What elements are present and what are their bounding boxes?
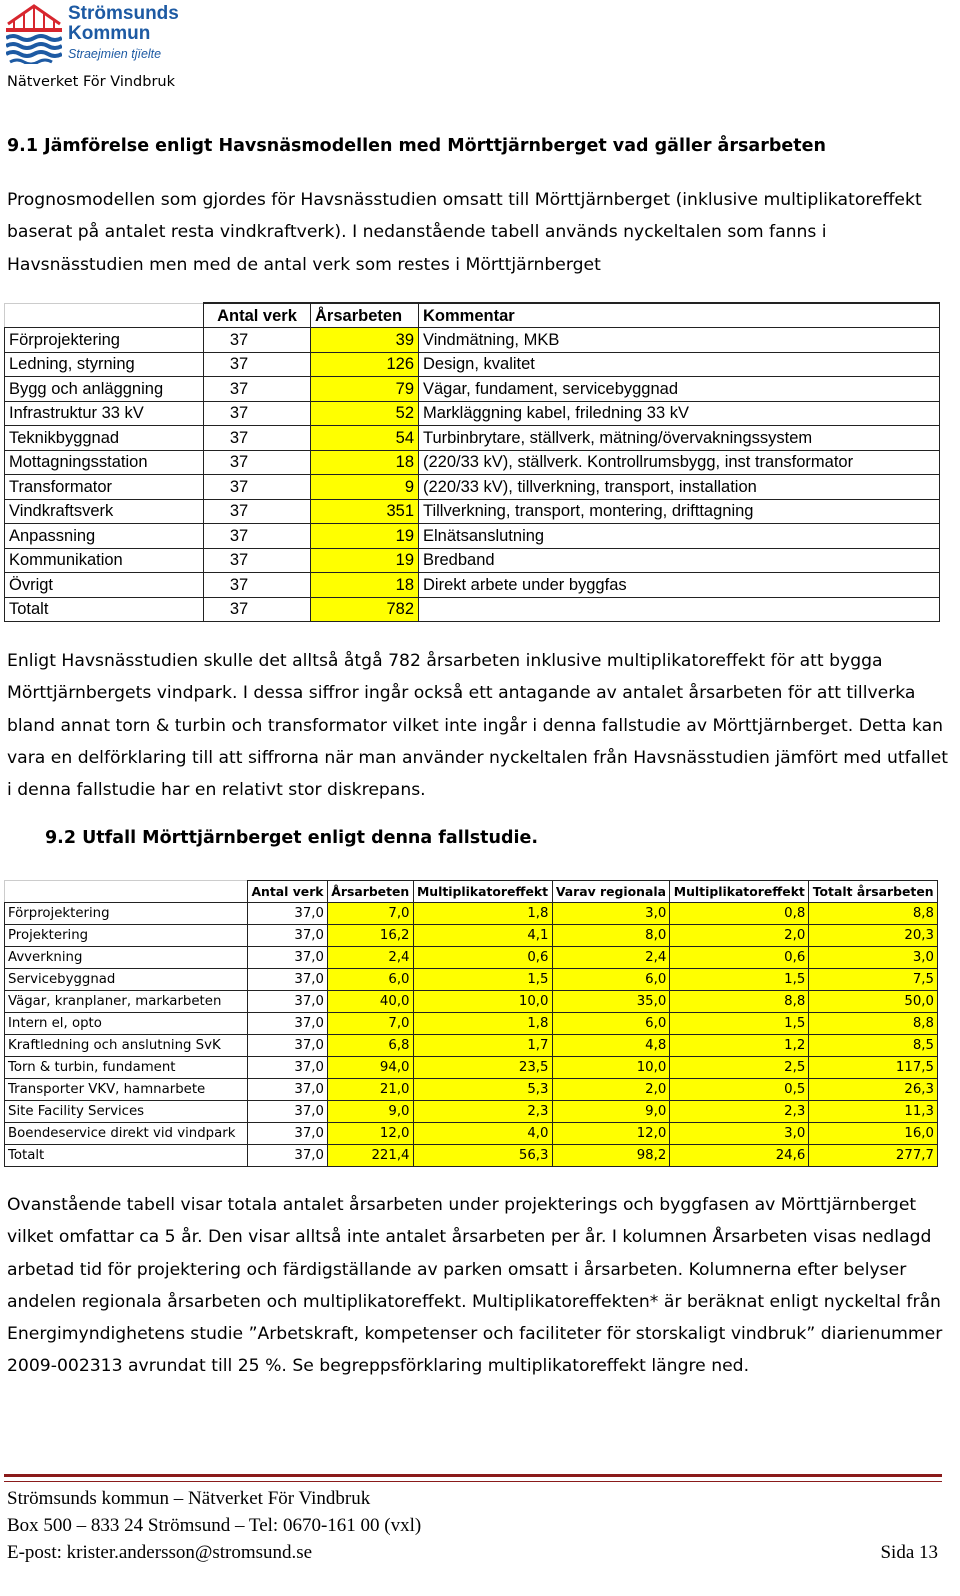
header-cell xyxy=(5,303,204,328)
table-cell: Direkt arbete under byggfas xyxy=(419,573,940,598)
table-cell: 37 xyxy=(204,401,311,426)
table-row xyxy=(5,573,940,598)
table-cell: Vägar, kranplaner, markarbeten xyxy=(5,991,248,1013)
table-cell: 98,2 xyxy=(552,1145,670,1167)
table-cell: Teknikbyggnad xyxy=(5,426,204,451)
table-cell: 39 xyxy=(311,328,419,353)
table-row xyxy=(5,475,940,500)
table-cell: Förprojektering xyxy=(5,328,204,353)
table-cell: 10,0 xyxy=(552,1057,670,1079)
table-cell: 37,0 xyxy=(248,969,328,991)
table-cell: 0,8 xyxy=(670,903,809,925)
table-cell: 52 xyxy=(311,401,419,426)
table-cell: Bredband xyxy=(419,548,940,573)
table-cell: Transporter VKV, hamnarbete xyxy=(5,1079,248,1101)
table-cell: Infrastruktur 33 kV xyxy=(5,401,204,426)
header-cell xyxy=(5,881,248,903)
table-cell: 8,5 xyxy=(809,1035,938,1057)
table-cell: Tillverkning, transport, montering, drifttagning xyxy=(419,499,940,524)
table-cell: 16,0 xyxy=(809,1123,938,1145)
table-row xyxy=(5,1123,938,1145)
kommun-emblem-icon xyxy=(6,2,62,64)
table-cell: 9,0 xyxy=(328,1101,414,1123)
table-cell: Mottagningsstation xyxy=(5,450,204,475)
table-cell: 0,5 xyxy=(670,1079,809,1101)
section-heading-9-2: 9.2 Utfall Mörttjärnberget enligt denna fallstudie. xyxy=(45,828,538,848)
table-cell: 1,8 xyxy=(413,903,552,925)
table-cell: Elnätsanslutning xyxy=(419,524,940,549)
logo-text xyxy=(68,4,179,62)
table-cell: 1,5 xyxy=(670,1013,809,1035)
table-cell: 351 xyxy=(311,499,419,524)
footer-line-1: Strömsunds kommun – Nätverket För Vindbruk xyxy=(7,1488,371,1509)
table-row xyxy=(5,597,940,622)
header-cell: Totalt årsarbeten xyxy=(809,881,938,903)
table-row xyxy=(5,548,940,573)
table-cell: Markläggning kabel, friledning 33 kV xyxy=(419,401,940,426)
table-cell: 37,0 xyxy=(248,1035,328,1057)
table-cell: 37,0 xyxy=(248,1145,328,1167)
table-cell: 4,8 xyxy=(552,1035,670,1057)
table-cell: 2,0 xyxy=(552,1079,670,1101)
table-cell: Totalt xyxy=(5,597,204,622)
table-cell: 277,7 xyxy=(809,1145,938,1167)
table-cell: 2,4 xyxy=(328,947,414,969)
table-header-row xyxy=(5,881,938,903)
table-cell xyxy=(419,597,940,622)
table-cell: Bygg och anläggning xyxy=(5,377,204,402)
havsnas-table xyxy=(4,302,940,622)
table-cell: 1,5 xyxy=(413,969,552,991)
table-cell: 79 xyxy=(311,377,419,402)
table-row xyxy=(5,499,940,524)
table-cell: 56,3 xyxy=(413,1145,552,1167)
table-cell: Vindmätning, MKB xyxy=(419,328,940,353)
table-cell: Totalt xyxy=(5,1145,248,1167)
table-cell: 40,0 xyxy=(328,991,414,1013)
table-cell: Avverkning xyxy=(5,947,248,969)
table-cell: 37 xyxy=(204,450,311,475)
table-row xyxy=(5,1145,938,1167)
table-cell: Vägar, fundament, servicebyggnad xyxy=(419,377,940,402)
logo-name-line2: Kommun xyxy=(68,23,151,44)
table-cell: 37 xyxy=(204,352,311,377)
header-cell: Kommentar xyxy=(419,303,940,328)
table-row xyxy=(5,524,940,549)
header-cell: Multiplikatoreffekt xyxy=(413,881,552,903)
table-cell: Övrigt xyxy=(5,573,204,598)
table-cell: (220/33 kV), ställverk. Kontrollrumsbygg, inst transformator xyxy=(419,450,940,475)
header-cell: Antal verk xyxy=(248,881,328,903)
header-cell: Varav regionala xyxy=(552,881,670,903)
table-cell: 1,8 xyxy=(413,1013,552,1035)
table-cell: Projektering xyxy=(5,925,248,947)
table-cell: Vindkraftsverk xyxy=(5,499,204,524)
table-cell: 94,0 xyxy=(328,1057,414,1079)
table-cell: 37,0 xyxy=(248,925,328,947)
table-cell: Turbinbrytare, ställverk, mätning/övervakningssystem xyxy=(419,426,940,451)
table-cell: (220/33 kV), tillverkning, transport, installation xyxy=(419,475,940,500)
table-cell: 37 xyxy=(204,573,311,598)
table-cell: 0,6 xyxy=(413,947,552,969)
table-cell: 37 xyxy=(204,328,311,353)
table-cell: Förprojektering xyxy=(5,903,248,925)
table-cell: Design, kvalitet xyxy=(419,352,940,377)
table-row xyxy=(5,947,938,969)
table-cell: 18 xyxy=(311,573,419,598)
table-cell: 37 xyxy=(204,475,311,500)
table-row xyxy=(5,352,940,377)
table-cell: 37,0 xyxy=(248,1079,328,1101)
table-row xyxy=(5,401,940,426)
table-row xyxy=(5,377,940,402)
table-cell: 8,8 xyxy=(809,1013,938,1035)
table-row xyxy=(5,969,938,991)
table-row xyxy=(5,328,940,353)
table-cell: 21,0 xyxy=(328,1079,414,1101)
strömsund-kommun-logo xyxy=(6,2,179,68)
table-cell: Site Facility Services xyxy=(5,1101,248,1123)
table-row xyxy=(5,1101,938,1123)
network-name: Nätverket För Vindbruk xyxy=(7,74,176,90)
table-cell: 37 xyxy=(204,597,311,622)
table-cell: 8,8 xyxy=(809,903,938,925)
table-cell: 1,5 xyxy=(670,969,809,991)
table-cell: 24,6 xyxy=(670,1145,809,1167)
table-cell: 11,3 xyxy=(809,1101,938,1123)
intro-paragraph: Prognosmodellen som gjordes för Havsnässtudien omsatt till Mörttjärnberget (inklusive multiplikatoreffekt baserat på antalet resta vindkraftverk). I nedanstående tabell används nyckeltalen som fanns i Havsnässtudien men med de antal verk som restes i Mörttjärnberget xyxy=(7,190,922,275)
table-cell: Boendeservice direkt vid vindpark xyxy=(5,1123,248,1145)
table-cell: 12,0 xyxy=(552,1123,670,1145)
logo-subtitle: Straejmien tjïelte xyxy=(68,47,162,61)
page-number: Sida 13 xyxy=(880,1542,938,1563)
table-cell: 2,3 xyxy=(670,1101,809,1123)
table-cell: 6,0 xyxy=(328,969,414,991)
table-cell: Servicebyggnad xyxy=(5,969,248,991)
table-cell: 6,8 xyxy=(328,1035,414,1057)
table-cell: 37,0 xyxy=(248,991,328,1013)
logo-name-line1: Strömsunds xyxy=(68,3,179,24)
table-cell: Anpassning xyxy=(5,524,204,549)
footer-line-2: Box 500 – 833 24 Strömsund – Tel: 0670-161 00 (vxl) xyxy=(7,1515,422,1536)
explanation-paragraph: Ovanstående tabell visar totala antalet årsarbeten under projekterings och byggfasen av Mörttjärnberget vilket omfattar ca 5 år. Den visar alltså inte antalet årsarbeten per år. I kolumnen Årsarbeten visas nedlagd arbetad tid för projektering och färdigställande av parken omsatt i årsarbeten. Kolumnerna efter belyser andelen regionala årsarbeten och multiplikatoreffekt. Multiplikatoreffekten* är beräknat enligt nyckeltal från Energimyndighetens studie ”Arbetskraft, kompetenser och faciliteter för storskaligt vindbruk” diarienummer 2009-002313 avrundat till 25 %. Se begreppsförklaring multiplikatoreffekt längre ned. xyxy=(7,1195,943,1377)
table-cell: Ledning, styrning xyxy=(5,352,204,377)
table-cell: 26,3 xyxy=(809,1079,938,1101)
table-cell: 1,2 xyxy=(670,1035,809,1057)
table-cell: 3,0 xyxy=(552,903,670,925)
table-cell: 37,0 xyxy=(248,1101,328,1123)
table-cell: 8,0 xyxy=(552,925,670,947)
table-cell: 35,0 xyxy=(552,991,670,1013)
table-row xyxy=(5,1079,938,1101)
havsnas-conclusion-paragraph: Enligt Havsnässtudien skulle det alltså åtgå 782 årsarbeten inklusive multiplikatoreffekt för att bygga Mörttjärnbergets vindpark. I dessa siffror ingår också ett antagande av antalet årsarbeten för att tillverka bland annat torn & turbin och transformator vilket inte ingår i denna fallstudie av Mörttjärnberget. Detta kan vara en delförklaring till att siffrorna när man använder nyckeltalen från Havsnässtudien jämfört med utfallet i denna fallstudie har en relativt stor diskrepans. xyxy=(7,651,949,801)
table-cell: 4,0 xyxy=(413,1123,552,1145)
footer-rule xyxy=(4,1474,942,1482)
table-cell: 6,0 xyxy=(552,969,670,991)
table-cell: 0,6 xyxy=(670,947,809,969)
table-row xyxy=(5,991,938,1013)
table-row xyxy=(5,450,940,475)
table-row xyxy=(5,1035,938,1057)
table-cell: Transformator xyxy=(5,475,204,500)
table-cell: 18 xyxy=(311,450,419,475)
table-cell: 8,8 xyxy=(670,991,809,1013)
table-cell: Intern el, opto xyxy=(5,1013,248,1035)
table-row xyxy=(5,903,938,925)
table-cell: 4,1 xyxy=(413,925,552,947)
table-cell: 9 xyxy=(311,475,419,500)
table-cell: 12,0 xyxy=(328,1123,414,1145)
footer-email[interactable]: E-post: krister.andersson@stromsund.se xyxy=(7,1542,313,1563)
table-cell: 117,5 xyxy=(809,1057,938,1079)
table-header-row xyxy=(5,303,940,328)
table-cell: 2,4 xyxy=(552,947,670,969)
table-cell: 37 xyxy=(204,426,311,451)
table-cell: 16,2 xyxy=(328,925,414,947)
table-cell: 19 xyxy=(311,524,419,549)
table-cell: 2,5 xyxy=(670,1057,809,1079)
table-cell: 23,5 xyxy=(413,1057,552,1079)
morttjarnberget-table xyxy=(4,880,938,1167)
table-cell: 37 xyxy=(204,548,311,573)
table-cell: 3,0 xyxy=(670,1123,809,1145)
header-cell: Antal verk xyxy=(204,303,311,328)
header-cell: Multiplikatoreffekt xyxy=(670,881,809,903)
table-cell: 7,0 xyxy=(328,1013,414,1035)
table-cell: 221,4 xyxy=(328,1145,414,1167)
table-row xyxy=(5,925,938,947)
table-cell: 2,3 xyxy=(413,1101,552,1123)
table-cell: 50,0 xyxy=(809,991,938,1013)
table-row xyxy=(5,1013,938,1035)
table-cell: Kraftledning och anslutning SvK xyxy=(5,1035,248,1057)
table-row xyxy=(5,426,940,451)
table-cell: 37,0 xyxy=(248,903,328,925)
header-cell: Årsarbeten xyxy=(328,881,414,903)
table-cell: 54 xyxy=(311,426,419,451)
table-cell: 7,5 xyxy=(809,969,938,991)
table-cell: 37 xyxy=(204,377,311,402)
table-cell: 37,0 xyxy=(248,1057,328,1079)
table-cell: Kommunikation xyxy=(5,548,204,573)
table-cell: 3,0 xyxy=(809,947,938,969)
table-cell: 20,3 xyxy=(809,925,938,947)
table-cell: 19 xyxy=(311,548,419,573)
table-cell: 2,0 xyxy=(670,925,809,947)
table-cell: 37 xyxy=(204,499,311,524)
table-cell: 7,0 xyxy=(328,903,414,925)
table-cell: 9,0 xyxy=(552,1101,670,1123)
table-cell: 5,3 xyxy=(413,1079,552,1101)
table-cell: 782 xyxy=(311,597,419,622)
table-cell: 37,0 xyxy=(248,947,328,969)
table-cell: 6,0 xyxy=(552,1013,670,1035)
table-cell: 37,0 xyxy=(248,1013,328,1035)
table-cell: 37 xyxy=(204,524,311,549)
table-row xyxy=(5,1057,938,1079)
section-heading-9-1: 9.1 Jämförelse enligt Havsnäsmodellen med Mörttjärnberget vad gäller årsarbeten xyxy=(7,136,826,156)
table-cell: 1,7 xyxy=(413,1035,552,1057)
table-cell: 126 xyxy=(311,352,419,377)
table-cell: Torn & turbin, fundament xyxy=(5,1057,248,1079)
table-cell: 37,0 xyxy=(248,1123,328,1145)
table-cell: 10,0 xyxy=(413,991,552,1013)
header-cell: Årsarbeten xyxy=(311,303,419,328)
